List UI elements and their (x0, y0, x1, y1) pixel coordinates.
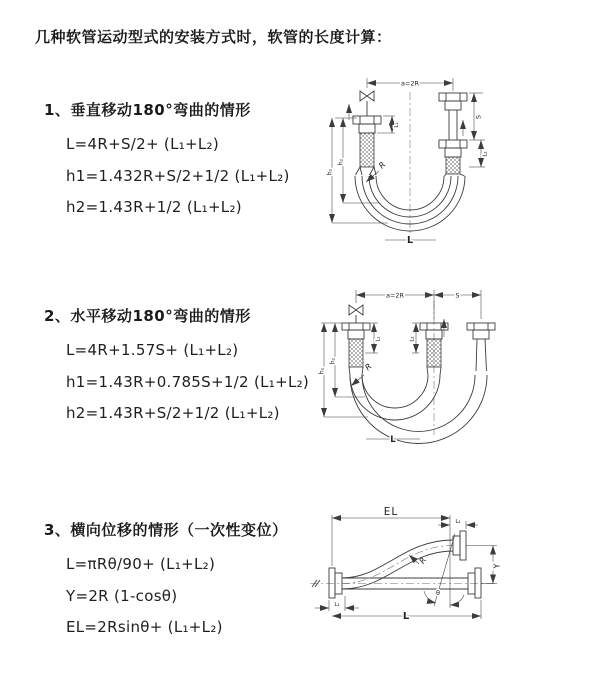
d2-dim-a2r-label: a=2R (385, 291, 405, 300)
d3-length-dimension (332, 600, 481, 622)
section-1-formula-h2: h2=1.43R+1/2 (L₁+L₂) (66, 198, 242, 216)
d1-left-hose-end (353, 116, 381, 175)
section-3-formula-Y: Y=2R (1-cosθ) (66, 586, 178, 605)
d1-dim-l1-label: L₁ (394, 122, 400, 128)
diagram-1-drawing (313, 70, 583, 256)
d2-top-dimensions (356, 290, 481, 319)
section-1-heading: 1、垂直移动180°弯曲的情形 (44, 101, 251, 119)
d2-radius-label: R (363, 361, 374, 373)
d3-fit-l1-dimension (315, 596, 359, 611)
d1-dim-h2-label: h₂ (337, 158, 345, 166)
d1-height-dimensions (327, 118, 389, 223)
d1-dim-h1-label: h₁ (326, 168, 334, 176)
section-3-formula-L: L=πRθ/90+ (L₁+L₂) (66, 555, 216, 573)
diagram-2-drawing (310, 283, 590, 455)
d1-fit-l1-dimension (377, 116, 400, 133)
section-1 (44, 99, 290, 224)
d3-dim-l2-label: L₂ (455, 519, 461, 525)
section-1-formula-h1: h1=1.432R+S/2+1/2 (L₁+L₂) (66, 166, 290, 185)
d2-hose-arcs (350, 375, 487, 444)
diagram-3-drawing (305, 498, 590, 666)
d3-angle-construction (424, 534, 464, 606)
d3-dim-l1-label: L₁ (334, 602, 340, 608)
section-2-heading: 2、水平移动180°弯曲的情形 (44, 307, 251, 325)
d2-valve-icon (349, 305, 363, 323)
d1-dim-a2r-label: a=2R (400, 79, 420, 88)
page-title: 几种软管运动型式的安装方式时，软管的长度计算： (35, 28, 392, 46)
diagram-2-horizontal-180-bend (310, 283, 590, 455)
diagram-1-vertical-180-bend (313, 70, 583, 256)
d3-straight-pipe (342, 568, 481, 598)
d1-radius-label: R (377, 160, 388, 171)
d2-dim-l2-label: L₂ (409, 336, 416, 342)
d3-fit-l2-dimension (438, 519, 478, 529)
d2-right-hose-end (467, 323, 495, 371)
d1-length-dimension (385, 235, 436, 246)
section-3-heading: 3、横向位移的情形（一次性变位） (44, 521, 288, 539)
d2-braid-left (349, 339, 363, 367)
section-3 (44, 519, 287, 644)
d1-valve-icon (360, 91, 374, 116)
d3-el-dimension (332, 506, 450, 608)
section-3-formula-EL: EL=2Rsinθ+ (L₁+L₂) (66, 618, 223, 636)
d2-length-label: L (390, 435, 396, 445)
d1-top-dimension (367, 78, 453, 91)
d3-left-hose-end (329, 568, 342, 598)
d3-y-dimension (466, 546, 502, 584)
d2-dim-l1-label: L₁ (375, 336, 382, 342)
section-2-formula-h1: h1=1.43R+0.785S+1/2 (L₁+L₂) (66, 372, 310, 391)
d1-length-label: L (406, 235, 414, 246)
d2-dim-h1-label: h₁ (318, 367, 326, 375)
d3-radius-callout (409, 555, 428, 565)
d1-braid-left (360, 133, 374, 167)
d1-stroke-dimension (469, 93, 489, 167)
d2-braid-middle (427, 339, 441, 367)
d3-angle-label: θ (436, 589, 440, 597)
d1-movement-arrows (349, 104, 463, 136)
d2-height-dimensions (319, 323, 369, 417)
d1-dim-l2-label: L₂ (482, 151, 489, 157)
d3-centerline (310, 580, 495, 587)
d3-el-label: EL (383, 506, 399, 518)
d2-dim-s-label: S (455, 291, 460, 300)
d3-length-label: L (402, 611, 410, 622)
d1-braid-right (446, 157, 460, 174)
d2-dim-h2-label: h₂ (329, 357, 337, 365)
d3-dim-y-label: Y (492, 563, 502, 569)
diagram-3-lateral-displacement (305, 498, 590, 666)
section-2-formula-h2: h2=1.43R+S/2+1/2 (L₁+L₂) (66, 404, 280, 422)
d3-radius-label: R (417, 555, 429, 566)
d1-dim-s-label: S (474, 114, 483, 120)
section-2-formula-L: L=4R+1.57S+ (L₁+L₂) (66, 341, 239, 359)
section-1-formula-L: L=4R+S/2+ (L₁+L₂) (66, 135, 220, 153)
section-2 (44, 305, 309, 430)
